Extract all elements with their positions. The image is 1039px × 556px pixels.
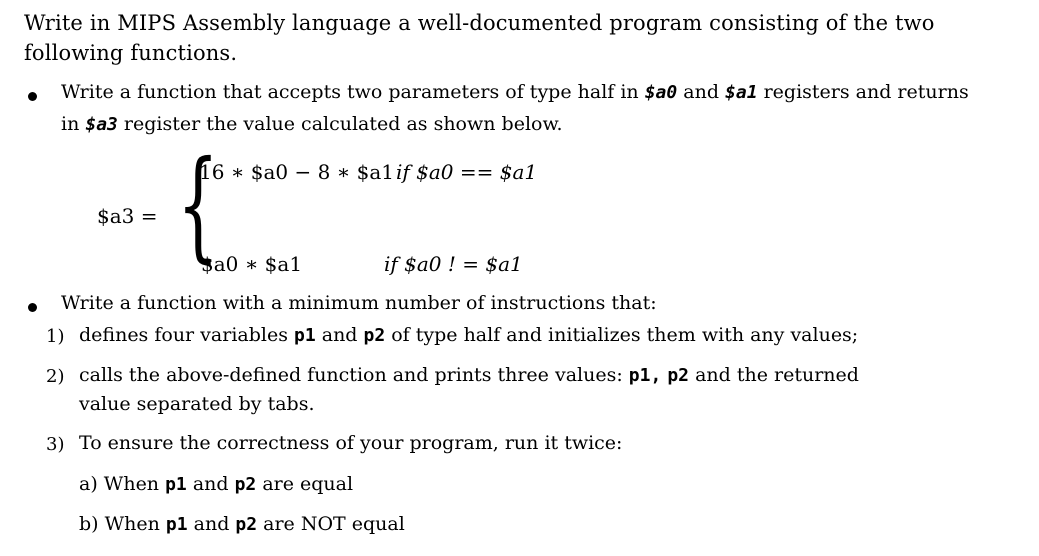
step-2-text: [79, 364, 859, 386]
formula-case-2-condition: if $a0 ! = $a1: [384, 252, 523, 276]
register-a3: $a3: [85, 114, 118, 135]
subcase-a-pre: When: [103, 473, 166, 495]
subcase-b-label: b): [79, 513, 99, 535]
step-3-number: 3): [46, 434, 65, 455]
subcase-b-post: are NOT equal: [257, 513, 405, 535]
subcase-b-pre: When: [104, 513, 166, 535]
bullet-1-text-a: Write a function that accepts two parameters of type half in: [61, 81, 645, 103]
formula-case-1-expression: 16 ∗ $a0 − 8 ∗ $a1: [199, 160, 395, 184]
bullet-1-text-c: in: [61, 113, 86, 135]
variable-p2: p2: [234, 474, 257, 495]
subcase-b-mid: and: [187, 513, 236, 535]
step-1-post: of type half and initializes them with any values;: [385, 324, 859, 346]
subcase-a-label: a): [79, 473, 98, 495]
subcase-a: [79, 473, 353, 495]
variable-p1: p1: [294, 325, 316, 346]
step-2-number: 2): [46, 366, 65, 387]
variable-p1: p1,: [628, 365, 662, 386]
bullet-1-and: and: [677, 81, 726, 103]
variable-p2: p2: [667, 365, 690, 386]
subcase-a-mid: and: [186, 473, 235, 495]
variable-p1: p1: [165, 514, 188, 535]
variable-p2: p2: [363, 325, 386, 346]
step-1-pre: defines four variables: [79, 324, 295, 346]
bullet-dot-1: [28, 92, 37, 101]
variable-p2: p2: [235, 514, 258, 535]
formula-case-2-expression: $a0 ∗ $a1: [201, 252, 303, 276]
step-1-text: [79, 324, 858, 346]
bullet-1-text-b: registers and returns: [757, 81, 969, 103]
bullet-dot-2: [28, 303, 37, 312]
step-2-pre: calls the above-defined function and prints three values:: [79, 364, 629, 386]
step-3-text: To ensure the correctness of your program, run it twice:: [79, 432, 623, 454]
bullet-1-line-1: [61, 81, 969, 103]
step-1-number: 1): [46, 326, 65, 347]
step-2-post: and the returned: [689, 364, 859, 386]
bullet-1-line-2: [61, 113, 563, 135]
left-brace: {: [177, 136, 219, 275]
register-a1: $a1: [725, 82, 758, 103]
formula-case-1-condition: if $a0 == $a1: [396, 160, 538, 184]
formula-lhs: $a3 =: [97, 204, 158, 228]
intro-line-2: following functions.: [24, 41, 238, 65]
bullet-2-line-1: Write a function with a minimum number of instructions that:: [61, 292, 657, 314]
variable-p1: p1: [165, 474, 187, 495]
intro-line-1: Write in MIPS Assembly language a well-documented program consisting of the two: [24, 11, 935, 35]
step-2-line-2: value separated by tabs.: [79, 393, 315, 415]
bullet-1-text-d: register the value calculated as shown below.: [117, 113, 563, 135]
step-1-mid: and: [315, 324, 364, 346]
subcase-b: [79, 513, 405, 535]
register-a0: $a0: [644, 82, 678, 103]
subcase-a-post: are equal: [256, 473, 354, 495]
